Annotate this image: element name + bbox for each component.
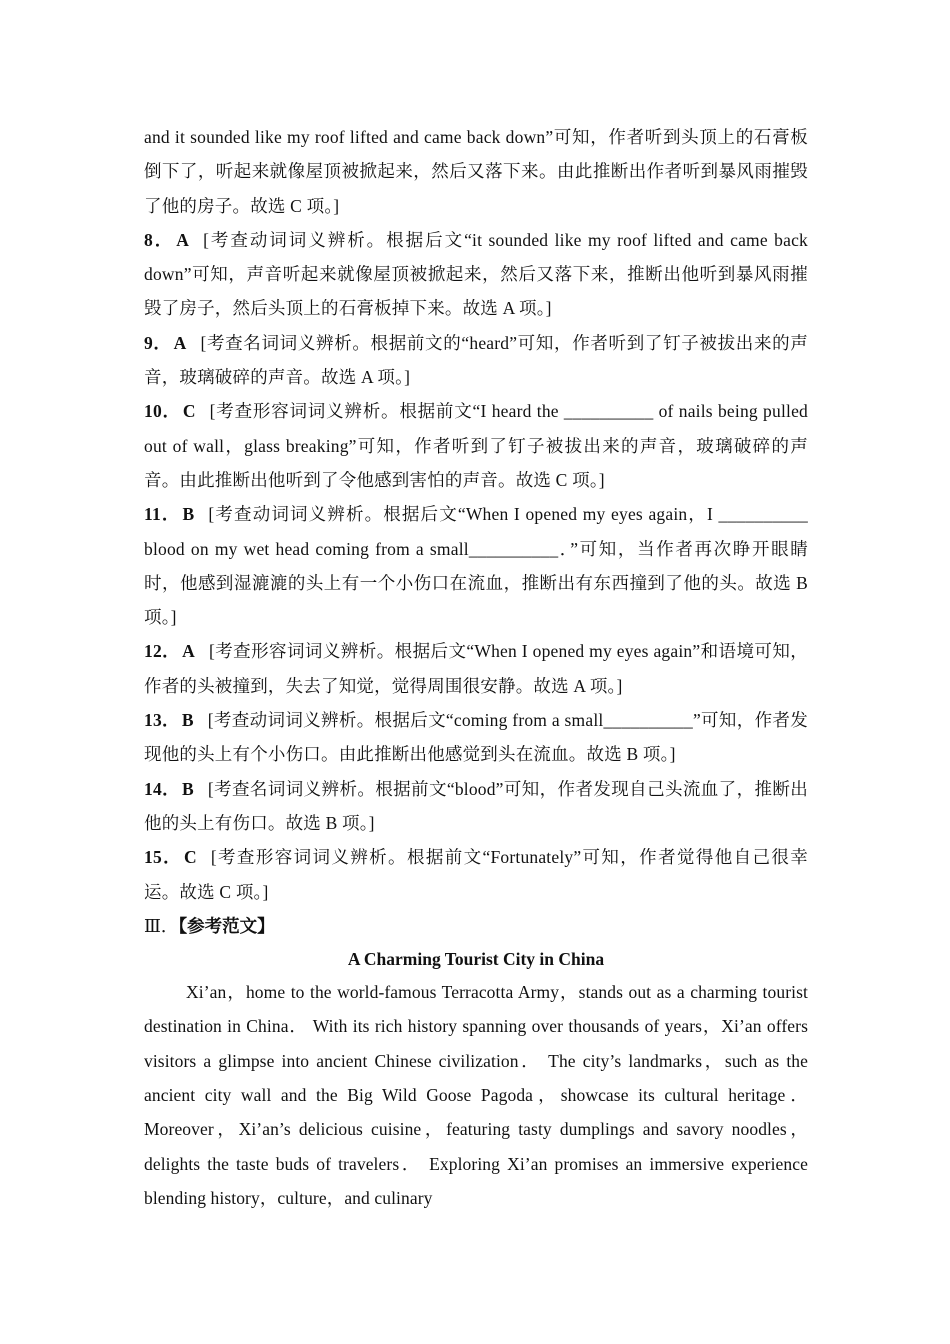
answer-number: 9． bbox=[144, 332, 172, 353]
answer-explanation: [考查形容词词义辨析。根据后文“When I opened my eyes again”和语境可知，作者的头被撞到，失去了知觉，觉得周围很安静。故选 A 项。] bbox=[144, 641, 808, 696]
answer-number: 14． bbox=[144, 778, 181, 799]
answer-letter: A bbox=[173, 332, 187, 353]
answer-explanation: [考查形容词词义辨析。根据前文“I heard the __________ of nails being pulled out of wall，glass breaking”可知，作者听到了钉子被拔出来的声音，玻璃破碎的声音。由此推断出他听到了令他感到害怕的声音。故选 C 项。] bbox=[144, 401, 808, 490]
section-label: 【参考范文】 bbox=[178, 915, 275, 936]
answer-letter: A bbox=[176, 229, 190, 250]
answer-item-11 bbox=[144, 497, 808, 634]
document-page bbox=[144, 120, 808, 1215]
answer-explanation: [考查动词词义辨析。根据后文“coming from a small__________”可知，作者发现他的头上有个小伤口。由此推断出他感觉到头在流血。故选 B 项。] bbox=[144, 710, 808, 765]
answer-explanation: [考查名词词义辨析。根据前文“blood”可知，作者发现自己头流血了，推断出他的头上有伤口。故选 B 项。] bbox=[144, 778, 808, 833]
answer-number: 12． bbox=[144, 641, 181, 662]
answer-letter: B bbox=[181, 710, 194, 731]
intro-paragraph: and it sounded like my roof lifted and came back down”可知，作者听到头顶上的石膏板倒下了，听起来就像屋顶被掀起来，然后又落下来。由此推断出作者听到暴风雨摧毁了他的房子。故选 C 项。] bbox=[144, 127, 808, 216]
answer-letter: A bbox=[182, 641, 195, 662]
answer-letter: B bbox=[182, 778, 194, 799]
answer-explanation: [考查动词词义辨析。根据后文“When I opened my eyes again，I __________ blood on my wet head coming from a small__________．”可知，当作者再次睁开眼睛时，他感到湿漉漉的头上有一个小伤口在流血，推断出有东西撞到了他的头。故选 B 项。] bbox=[144, 504, 808, 628]
answer-number: 15． bbox=[144, 847, 182, 868]
answer-letter: C bbox=[183, 847, 197, 868]
answer-explanation: [考查形容词词义辨析。根据前文“Fortunately”可知，作者觉得他自己很幸运。故选 C 项。] bbox=[144, 847, 808, 902]
answer-number: 8． bbox=[144, 229, 175, 250]
answer-item-12 bbox=[144, 634, 808, 703]
answer-letter: B bbox=[182, 504, 195, 525]
essay-body: Xi’an，home to the world-famous Terracotta Army，stands out as a charming tourist destination in China． With its rich history spanning over thousands of years，Xi’an offers visitors a glimpse into ancient Chinese civilization． The city’s landmarks，such as the ancient city wall and the Big Wild Goose Pagoda，showcase its cultural heritage． Moreover，Xi’an’s delicious cuisine，featuring tasty dumplings and savory noodles，delights the taste buds of travelers． Exploring Xi’an promises an immersive experience blending history，culture，and culinary bbox=[144, 982, 808, 1208]
essay-title: A Charming Tourist City in China bbox=[347, 949, 605, 970]
answer-item-13 bbox=[144, 703, 808, 772]
answer-explanation: [考查动词词义辨析。根据后文“it sounded like my roof lifted and came back down”可知，声音听起来就像屋顶被掀起来，然后又落下来，推断出他听到暴风雨摧毁了房子，然后头顶上的石膏板掉下来。故选 A 项。] bbox=[144, 229, 809, 319]
answer-item-14 bbox=[144, 772, 808, 841]
answer-number: 13． bbox=[144, 710, 180, 731]
answer-item-15 bbox=[144, 840, 808, 909]
answer-item-9 bbox=[144, 326, 808, 395]
answer-letter: C bbox=[182, 401, 196, 422]
answer-item-10 bbox=[144, 394, 808, 497]
answer-number: 10． bbox=[144, 401, 181, 422]
answer-item-8 bbox=[144, 223, 808, 326]
answer-number: 11． bbox=[144, 504, 181, 525]
section-numeral: Ⅲ． bbox=[144, 915, 179, 936]
section-heading bbox=[144, 909, 808, 943]
answer-explanation: [考查名词词义辨析。根据前文的“heard”可知，作者听到了钉子被拔出来的声音，玻璃破碎的声音。故选 A 项。] bbox=[144, 332, 808, 388]
